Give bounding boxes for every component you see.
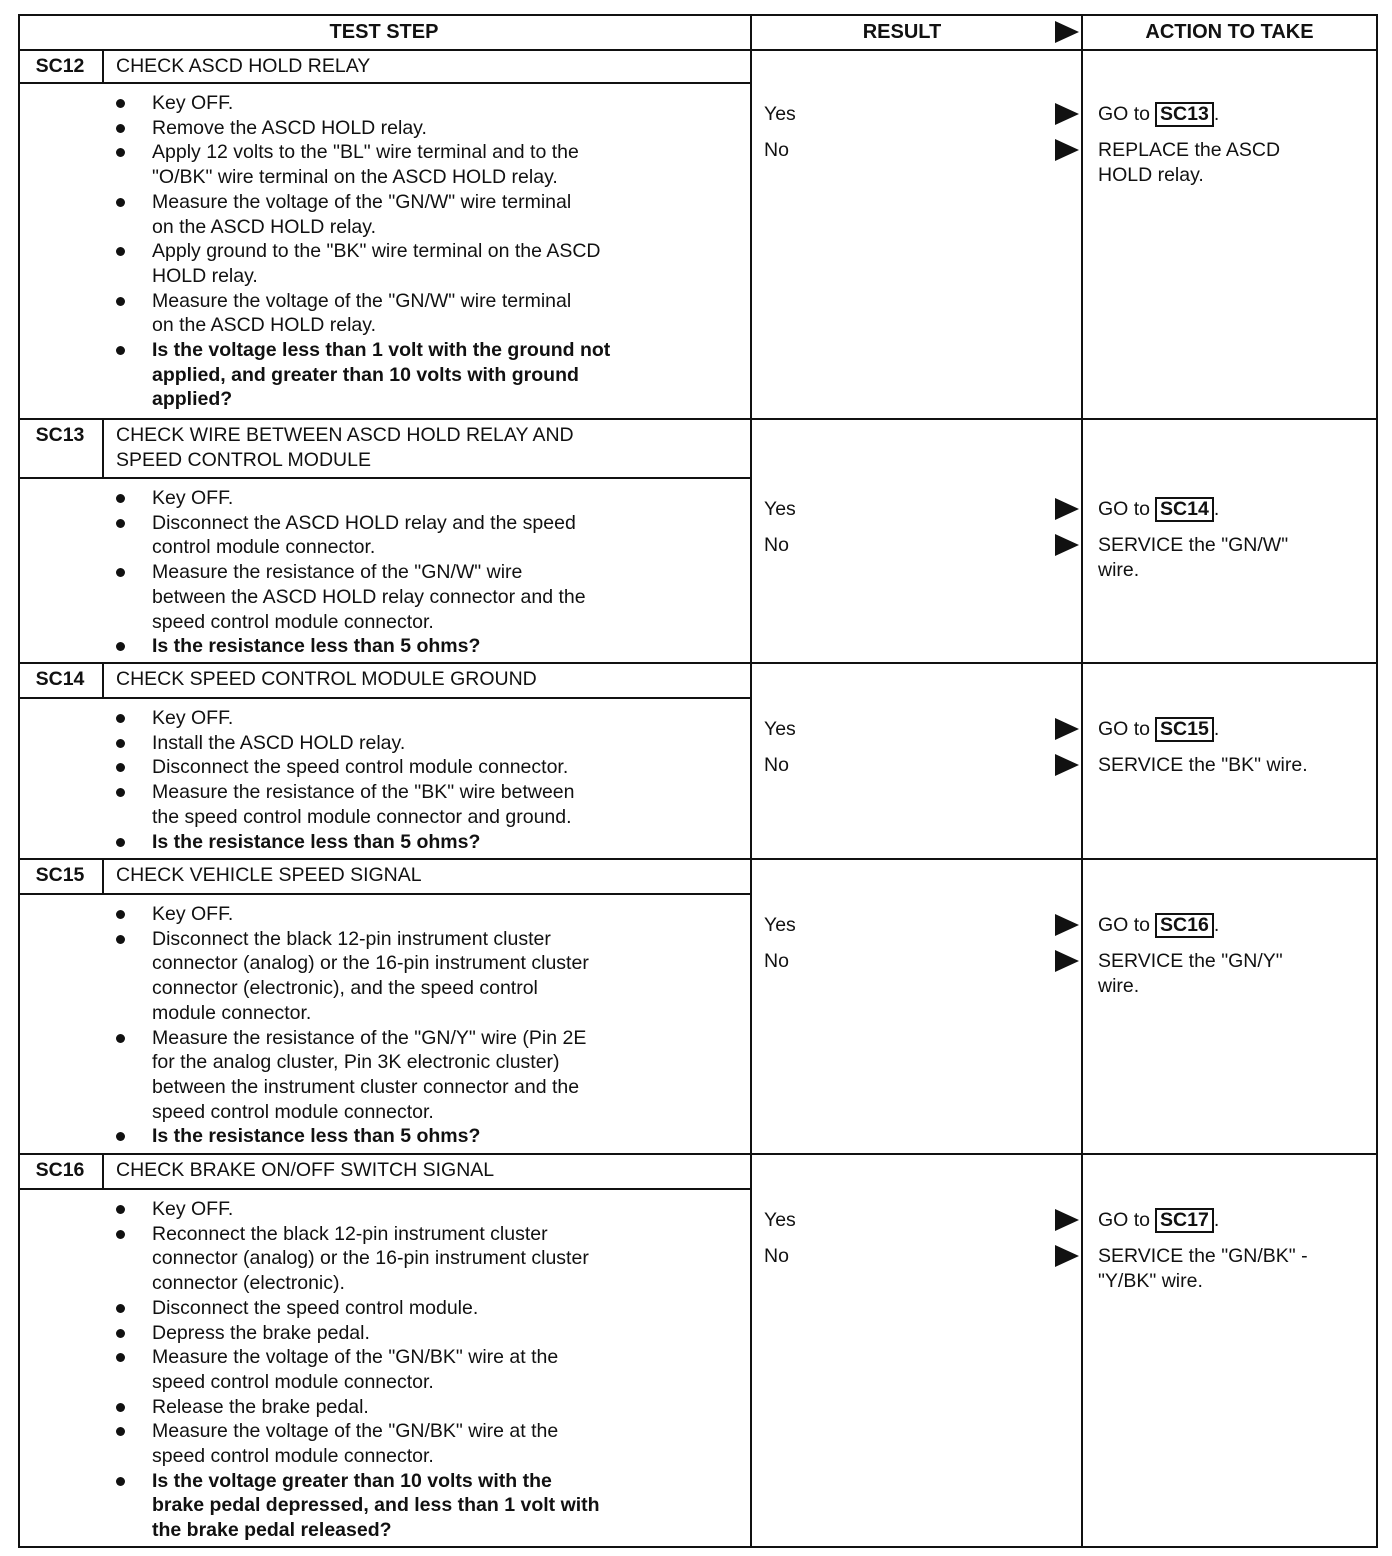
go-to-label: GO to [1098, 498, 1151, 520]
step-instruction: module connector. [152, 1001, 312, 1024]
action-no: HOLD relay. [1098, 163, 1204, 186]
action-no: wire. [1098, 974, 1140, 997]
step-instruction: Key OFF. [152, 1198, 234, 1220]
step-question: Is the resistance less than 5 ohms? [152, 830, 481, 853]
step-instruction: Remove the ASCD HOLD relay. [152, 116, 427, 139]
step-instruction: speed control module connector. [152, 1100, 434, 1123]
step-instruction: Disconnect the black 12-pin instrument cluster [152, 927, 551, 950]
result-no: No [764, 534, 789, 556]
bullet-icon [116, 1304, 125, 1313]
bullet-icon [116, 714, 125, 723]
step-instruction: the speed control module connector and ground. [152, 805, 572, 828]
step-instruction: Release the brake pedal. [152, 1395, 369, 1418]
result-no: No [764, 950, 789, 972]
go-to-step-link[interactable]: SC17 [1155, 1208, 1214, 1233]
bullet-icon [116, 935, 125, 944]
bullet-icon [116, 1477, 125, 1486]
action-no: SERVICE the "BK" wire. [1098, 754, 1308, 776]
step-code: SC15 [35, 864, 85, 886]
result-no: No [764, 139, 789, 161]
title-divider [18, 893, 752, 895]
step-instruction: speed control module connector. [152, 1445, 434, 1467]
action-yes [1098, 913, 1219, 938]
bullet-icon [116, 838, 125, 847]
header-result: RESULT [862, 21, 942, 43]
action-no: wire. [1098, 558, 1140, 581]
arrow-yes-icon [1055, 498, 1079, 520]
step-instruction: Reconnect the black 12-pin instrument cluster [152, 1222, 548, 1245]
step-instruction: Measure the voltage of the "GN/W" wire terminal [152, 190, 572, 213]
bullet-icon [116, 910, 125, 919]
step-instruction: connector (electronic), and the speed control [152, 977, 538, 1000]
action-yes [1098, 1208, 1219, 1233]
step-title: CHECK BRAKE ON/OFF SWITCH SIGNAL [116, 1159, 495, 1181]
step-instruction: Key OFF. [152, 92, 234, 114]
step-instruction: connector (electronic). [152, 1272, 345, 1295]
action-no: SERVICE the "GN/BK" - [1098, 1245, 1308, 1267]
go-to-period: . [1213, 1209, 1220, 1231]
step-question: Is the resistance less than 5 ohms? [152, 635, 481, 658]
step-question: the brake pedal released? [152, 1519, 392, 1542]
action-yes [1098, 717, 1219, 742]
column-divider-result [750, 14, 752, 1548]
result-no: No [764, 754, 789, 776]
bullet-icon [116, 763, 125, 772]
column-divider-action [1081, 14, 1083, 1548]
arrow-yes-icon [1055, 914, 1079, 936]
step-instruction: on the ASCD HOLD relay. [152, 314, 376, 337]
result-yes: Yes [764, 103, 796, 125]
arrow-no-icon [1055, 139, 1079, 161]
action-no: "Y/BK" wire. [1098, 1269, 1203, 1292]
step-code: SC12 [35, 55, 85, 77]
step-instruction: speed control module connector. [152, 610, 434, 633]
step-instruction: between the ASCD HOLD relay connector and the [152, 585, 586, 608]
result-no: No [764, 1245, 789, 1267]
bullet-icon [116, 568, 125, 577]
step-question: applied? [152, 388, 233, 411]
row-divider [18, 418, 1378, 420]
step-instruction: Measure the resistance of the "BK" wire between [152, 781, 575, 804]
step-title: CHECK SPEED CONTROL MODULE GROUND [116, 668, 537, 690]
step-instruction: connector (analog) or the 16-pin instrument cluster [152, 1247, 589, 1270]
go-to-step-link[interactable]: SC16 [1155, 913, 1214, 938]
step-instruction: Key OFF. [152, 707, 234, 729]
bullet-icon [116, 642, 125, 651]
bullet-icon [116, 346, 125, 355]
step-code: SC13 [35, 424, 85, 446]
go-to-period: . [1213, 103, 1220, 125]
step-instruction: Measure the resistance of the "GN/W" wire [152, 561, 523, 584]
row-divider [18, 1153, 1378, 1155]
step-instruction: on the ASCD HOLD relay. [152, 215, 376, 238]
step-instruction: speed control module connector. [152, 1370, 434, 1393]
bullet-icon [116, 148, 125, 157]
title-divider [18, 477, 752, 479]
step-instruction: connector (analog) or the 16-pin instrument cluster [152, 952, 589, 975]
step-instruction: Measure the resistance of the "GN/Y" wire (Pin 2E [152, 1026, 587, 1049]
step-instruction: Measure the voltage of the "GN/BK" wire at the [152, 1420, 559, 1443]
step-instruction: Measure the voltage of the "GN/W" wire terminal [152, 289, 572, 312]
step-instruction: Measure the voltage of the "GN/BK" wire at the [152, 1346, 559, 1369]
code-divider [102, 859, 104, 894]
step-title: CHECK ASCD HOLD RELAY [116, 55, 371, 77]
bullet-icon [116, 198, 125, 207]
arrow-yes-icon [1055, 718, 1079, 740]
step-instruction: "O/BK" wire terminal on the ASCD HOLD relay. [152, 166, 558, 189]
test-step-table [18, 14, 1378, 1548]
title-divider [18, 1188, 752, 1190]
bullet-icon [116, 494, 125, 503]
step-instruction: Disconnect the speed control module. [152, 1296, 479, 1319]
go-to-label: GO to [1098, 914, 1151, 936]
bullet-icon [116, 1427, 125, 1436]
step-instruction: control module connector. [152, 536, 376, 559]
go-to-label: GO to [1098, 103, 1151, 125]
go-to-step-link[interactable]: SC13 [1155, 102, 1214, 127]
bullet-icon [116, 1230, 125, 1239]
bullet-icon [116, 519, 125, 528]
step-question: Is the voltage greater than 10 volts with the [152, 1469, 552, 1492]
bullet-icon [116, 1132, 125, 1141]
bullet-icon [116, 788, 125, 797]
code-divider [102, 663, 104, 698]
arrow-yes-icon [1055, 1209, 1079, 1231]
step-title: CHECK VEHICLE SPEED SIGNAL [116, 864, 422, 886]
row-divider [18, 662, 1378, 664]
action-yes [1098, 497, 1219, 522]
header-arrow-icon [1055, 21, 1079, 43]
step-instruction: Apply 12 volts to the "BL" wire terminal and to the [152, 141, 579, 164]
code-divider [102, 1154, 104, 1189]
bullet-icon [116, 739, 125, 748]
step-instruction: Disconnect the speed control module connector. [152, 756, 569, 779]
title-divider [18, 697, 752, 699]
step-instruction: between the instrument cluster connector and the [152, 1075, 580, 1098]
arrow-yes-icon [1055, 103, 1079, 125]
go-to-step-link[interactable]: SC14 [1155, 497, 1214, 522]
step-instruction: for the analog cluster, Pin 3K electronic cluster) [152, 1051, 560, 1074]
go-to-step-link[interactable]: SC15 [1155, 717, 1214, 742]
bullet-icon [116, 1329, 125, 1338]
result-yes: Yes [764, 718, 796, 740]
step-instruction: Key OFF. [152, 487, 234, 509]
header-action: ACTION TO TAKE [1145, 21, 1314, 43]
bullet-icon [116, 124, 125, 133]
step-question: applied, and greater than 10 volts with ground [152, 363, 579, 386]
step-instruction: Install the ASCD HOLD relay. [152, 731, 406, 754]
step-code: SC16 [35, 1159, 85, 1181]
title-divider [18, 82, 752, 84]
bullet-icon [116, 247, 125, 256]
code-divider [102, 419, 104, 478]
action-no: SERVICE the "GN/W" [1098, 534, 1289, 556]
bullet-icon [116, 1403, 125, 1412]
go-to-period: . [1213, 498, 1220, 520]
go-to-label: GO to [1098, 718, 1151, 740]
step-question: Is the voltage less than 1 volt with the ground not [152, 339, 611, 361]
step-instruction: Key OFF. [152, 903, 234, 925]
table-border-left [18, 14, 20, 1548]
header-test-step: TEST STEP [329, 21, 439, 43]
bullet-icon [116, 1034, 125, 1043]
table-border-bottom [18, 1546, 1378, 1548]
bullet-icon [116, 1205, 125, 1214]
bullet-icon [116, 1353, 125, 1362]
step-question: brake pedal depressed, and less than 1 volt with [152, 1494, 600, 1517]
bullet-icon [116, 297, 125, 306]
row-divider [18, 858, 1378, 860]
action-no: SERVICE the "GN/Y" [1098, 950, 1283, 972]
result-yes: Yes [764, 914, 796, 936]
table-border-right [1376, 14, 1378, 1548]
step-instruction: Apply ground to the "BK" wire terminal on the ASCD [152, 240, 601, 263]
result-yes: Yes [764, 498, 796, 520]
result-yes: Yes [764, 1209, 796, 1231]
step-title: SPEED CONTROL MODULE [116, 448, 371, 471]
arrow-no-icon [1055, 950, 1079, 972]
step-instruction: HOLD relay. [152, 264, 258, 287]
action-yes [1098, 102, 1219, 127]
code-divider [102, 50, 104, 83]
go-to-period: . [1213, 718, 1220, 740]
step-instruction: Depress the brake pedal. [152, 1321, 370, 1344]
go-to-period: . [1213, 914, 1220, 936]
step-question: Is the resistance less than 5 ohms? [152, 1125, 481, 1148]
step-code: SC14 [35, 668, 85, 690]
action-no: REPLACE the ASCD [1098, 139, 1281, 161]
go-to-label: GO to [1098, 1209, 1151, 1231]
bullet-icon [116, 99, 125, 108]
arrow-no-icon [1055, 534, 1079, 556]
arrow-no-icon [1055, 1245, 1079, 1267]
step-instruction: Disconnect the ASCD HOLD relay and the speed [152, 511, 576, 534]
step-title: CHECK WIRE BETWEEN ASCD HOLD RELAY AND [116, 424, 574, 446]
arrow-no-icon [1055, 754, 1079, 776]
